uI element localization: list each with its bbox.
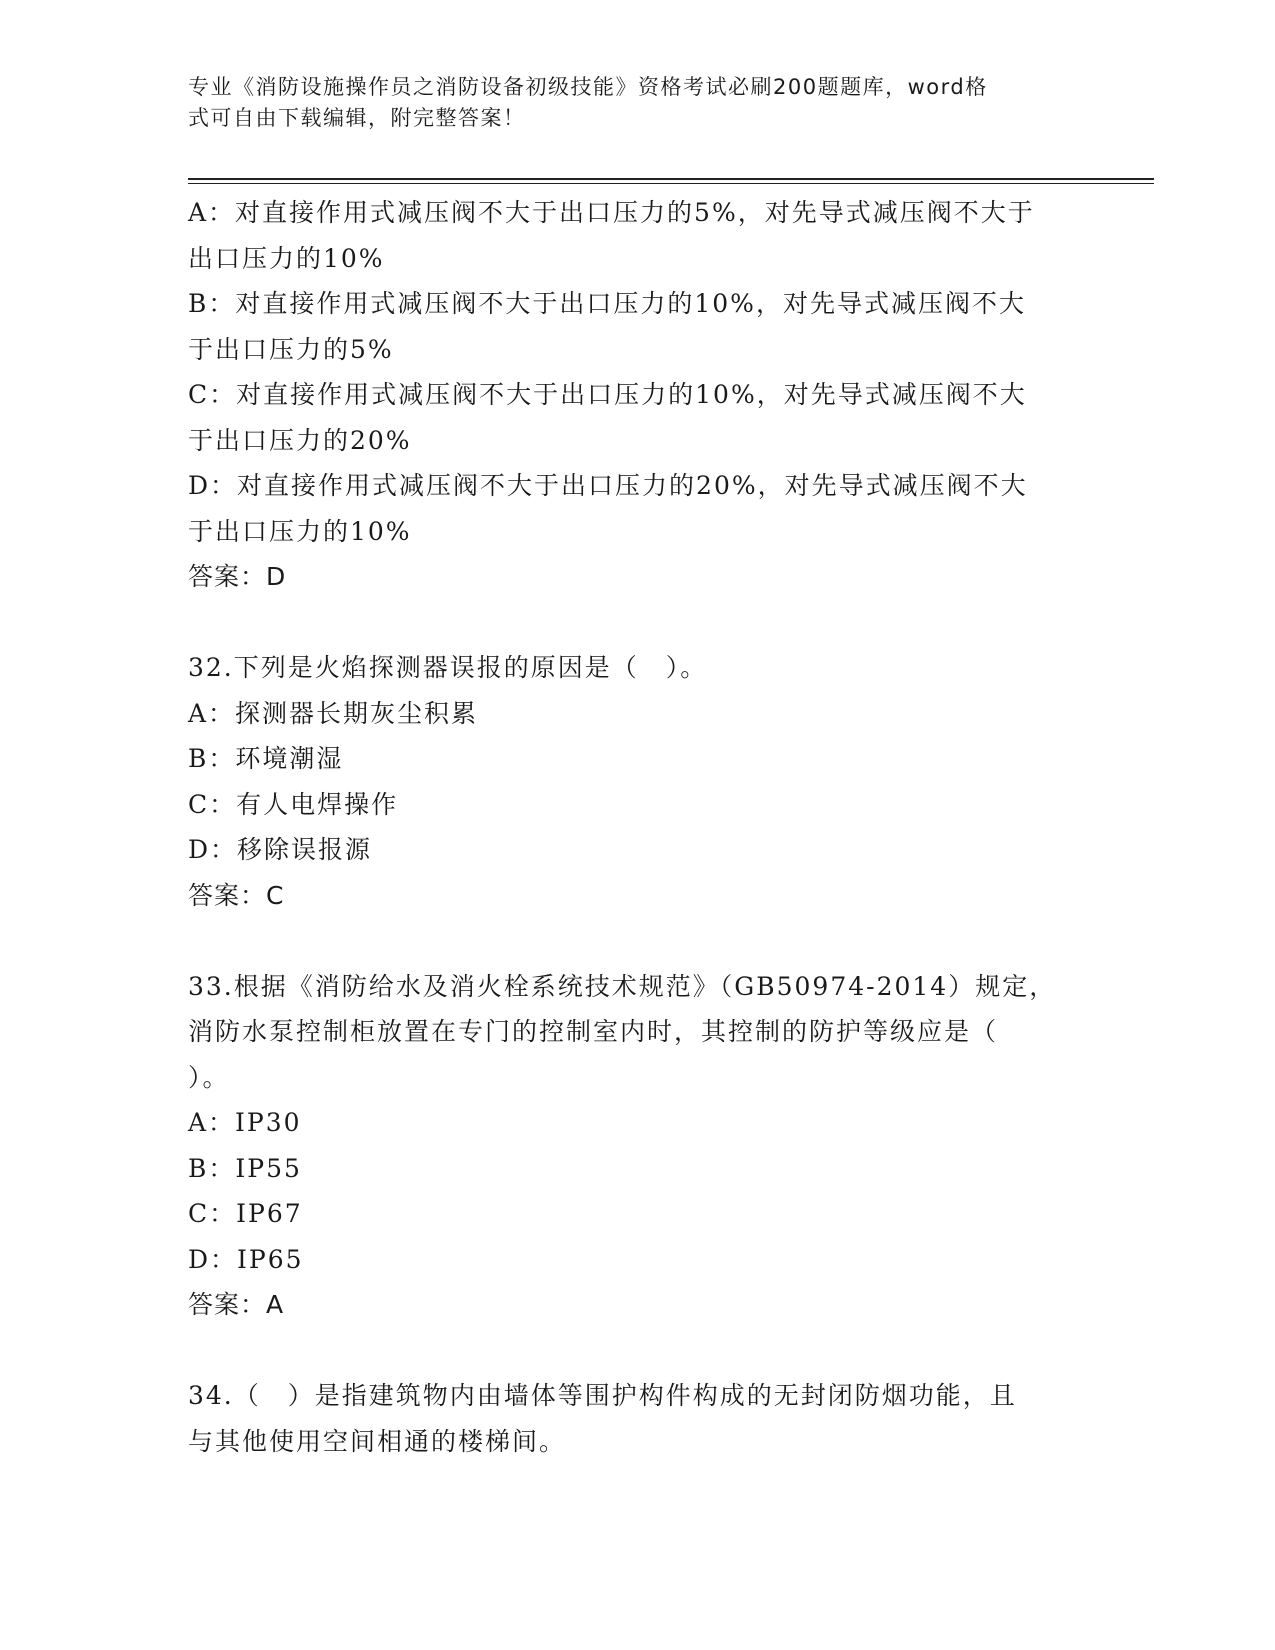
option-d-line-1: D：对直接作用式减压阀不大于出口压力的20%，对先导式减压阀不大	[188, 471, 1028, 500]
option-d-line-2: 于出口压力的10%	[188, 516, 412, 546]
option-a: A：IP30	[188, 1108, 302, 1137]
spacer	[188, 918, 1088, 964]
document-header	[188, 72, 1068, 134]
option-d: D：IP65	[188, 1244, 304, 1274]
option-a: A：探测器长期灰尘积累	[188, 698, 479, 728]
option-c: C：IP67	[188, 1199, 303, 1228]
header-line-2: 式可自由下载编辑，附完整答案！	[188, 106, 526, 130]
question-34-line-1: 34.（ ）是指建筑物内由墙体等围护构件构成的无封闭防烟功能，且	[188, 1381, 1017, 1410]
option-c-line-2: 于出口压力的20%	[188, 425, 412, 455]
answer-32: 答案：C	[188, 880, 285, 910]
question-content	[188, 190, 1088, 1464]
question-31	[188, 190, 1088, 600]
option-a-line-1: A：对直接作用式减压阀不大于出口压力的5%，对先导式减压阀不大于	[188, 198, 1035, 227]
option-b: B：IP55	[188, 1153, 302, 1183]
option-a-line-2: 出口压力的10%	[188, 243, 385, 273]
question-32-text: 32.下列是火焰探测器误报的原因是（ ）。	[188, 653, 708, 682]
option-c: C：有人电焊操作	[188, 789, 399, 819]
question-33	[188, 964, 1088, 1328]
header-divider-thick	[188, 178, 1154, 180]
header-divider-thin	[188, 183, 1154, 184]
spacer	[188, 1328, 1088, 1374]
option-b: B：环境潮湿	[188, 744, 344, 773]
question-33-line-2: 消防水泵控制柜放置在专门的控制室内时，其控制的防护等级应是（	[188, 1017, 999, 1046]
spacer	[188, 600, 1088, 646]
question-33-line-1: 33.根据《消防给水及消火栓系统技术规范》（GB50974-2014）规定，	[188, 971, 1057, 1001]
question-33-line-3: ）。	[188, 1062, 230, 1092]
option-b-line-2: 于出口压力的5%	[188, 334, 394, 364]
answer-31: 答案：D	[188, 562, 287, 591]
answer-33: 答案：A	[188, 1290, 285, 1319]
option-d: D：移除误报源	[188, 835, 373, 864]
option-c-line-1: C：对直接作用式减压阀不大于出口压力的10%，对先导式减压阀不大	[188, 380, 1027, 409]
question-32	[188, 645, 1088, 918]
question-34	[188, 1373, 1088, 1464]
header-line-1: 专业《消防设施操作员之消防设备初级技能》资格考试必刷200题题库，word格	[188, 75, 988, 99]
question-34-line-2: 与其他使用空间相通的楼梯间。	[188, 1426, 567, 1456]
option-b-line-1: B：对直接作用式减压阀不大于出口压力的10%，对先导式减压阀不大	[188, 289, 1026, 318]
